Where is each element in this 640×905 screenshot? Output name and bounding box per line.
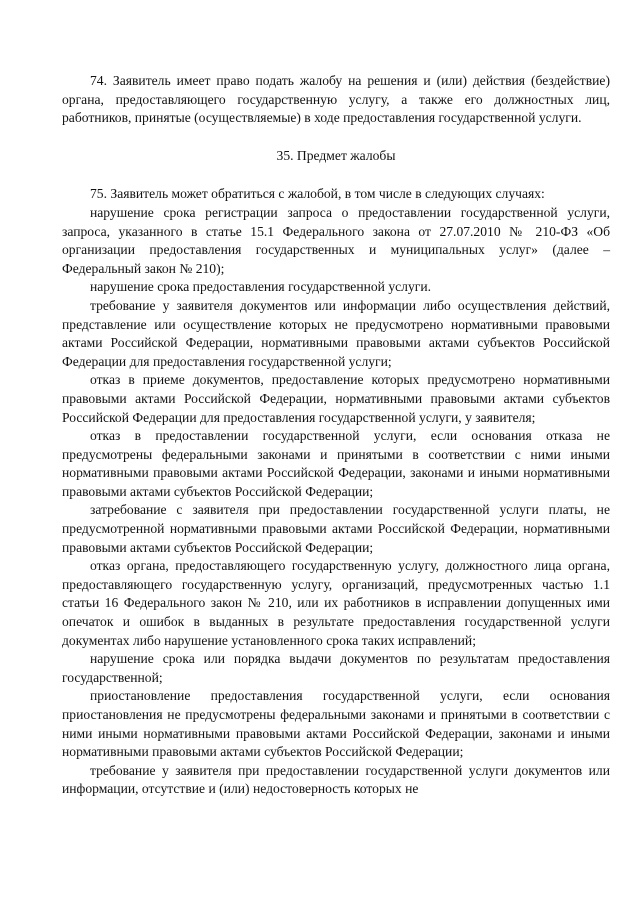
list-item: отказ в приеме документов, предоставление которых предусмотрено нормативными правовыми актами Российской Федерации, нормативными правовыми актами субъектов Российской Федерации для предоставления государственной услуги, у заявителя; [62, 372, 610, 425]
list-item: приостановление предоставления государственной услуги, если основания приостановления не предусмотрены федеральными законами и принятыми в соответствии с ними иными нормативными правовыми актами Российской Федерации, законами и иными нормативными правовыми актами субъектов Российской Федерации; [62, 688, 610, 760]
list-item: требование у заявителя документов или информации либо осуществления действий, представление или осуществление которых не предусмотрено нормативными правовыми актами Российской Федерации, нормативными правовыми актами субъектов Российской Федерации для предоставления государственной услуги; [62, 297, 610, 369]
list-item: нарушение срока регистрации запроса о предоставлении государственной услуги, запроса, указанного в статье 15.1 Федерального закона от 27.07.2010 № 210-ФЗ «Об организации предоставления государственных и муниципальных услуг» (далее – Федеральный закон № 210); [62, 204, 610, 276]
paragraph-75-intro: 75. Заявитель может обратиться с жалобой, в том числе в следующих случаях: [90, 186, 545, 202]
paragraph-74: 74. Заявитель имеет право подать жалобу на решения и (или) действия (бездействие) органа, предоставляющего государственную услугу, а также его должностных лиц, работников, принятые (осуществляемые) в ходе предоставления государственной услуги. [62, 73, 610, 126]
list-item: затребование с заявителя при предоставлении государственной услуги платы, не предусмотренной нормативными правовыми актами Российской Федерации, нормативными правовыми актами субъектов Российской Федерации; [62, 502, 610, 555]
list-item: нарушение срока или порядка выдачи документов по результатам предоставления государственной; [62, 651, 610, 685]
list-item: отказ органа, предоставляющего государственную услугу, должностного лица органа, предоставляющего государственную услугу, организаций, предусмотренных частью 1.1 статьи 16 Федерального закон № 210, или их работников в исправлении допущенных ими опечаток и ошибок в выданных в результате предоставления государственной услуги документах либо нарушение установленного срока таких исправлений; [62, 558, 610, 648]
document-page [62, 72, 610, 799]
list-item: нарушение срока предоставления государственной услуги. [90, 279, 432, 295]
list-item: отказ в предоставлении государственной услуги, если основания отказа не предусмотрены федеральными законами и принятыми в соответствии с ними иными нормативными правовыми актами Российской Федерации, законами и иными нормативными правовыми актами субъектов Российской Федерации; [62, 428, 610, 499]
section-heading: 35. Предмет жалобы [276, 147, 396, 163]
list-item: требование у заявителя при предоставлении государственной услуги документов или информации, отсутствие и (или) недостоверность которых не [62, 762, 610, 797]
